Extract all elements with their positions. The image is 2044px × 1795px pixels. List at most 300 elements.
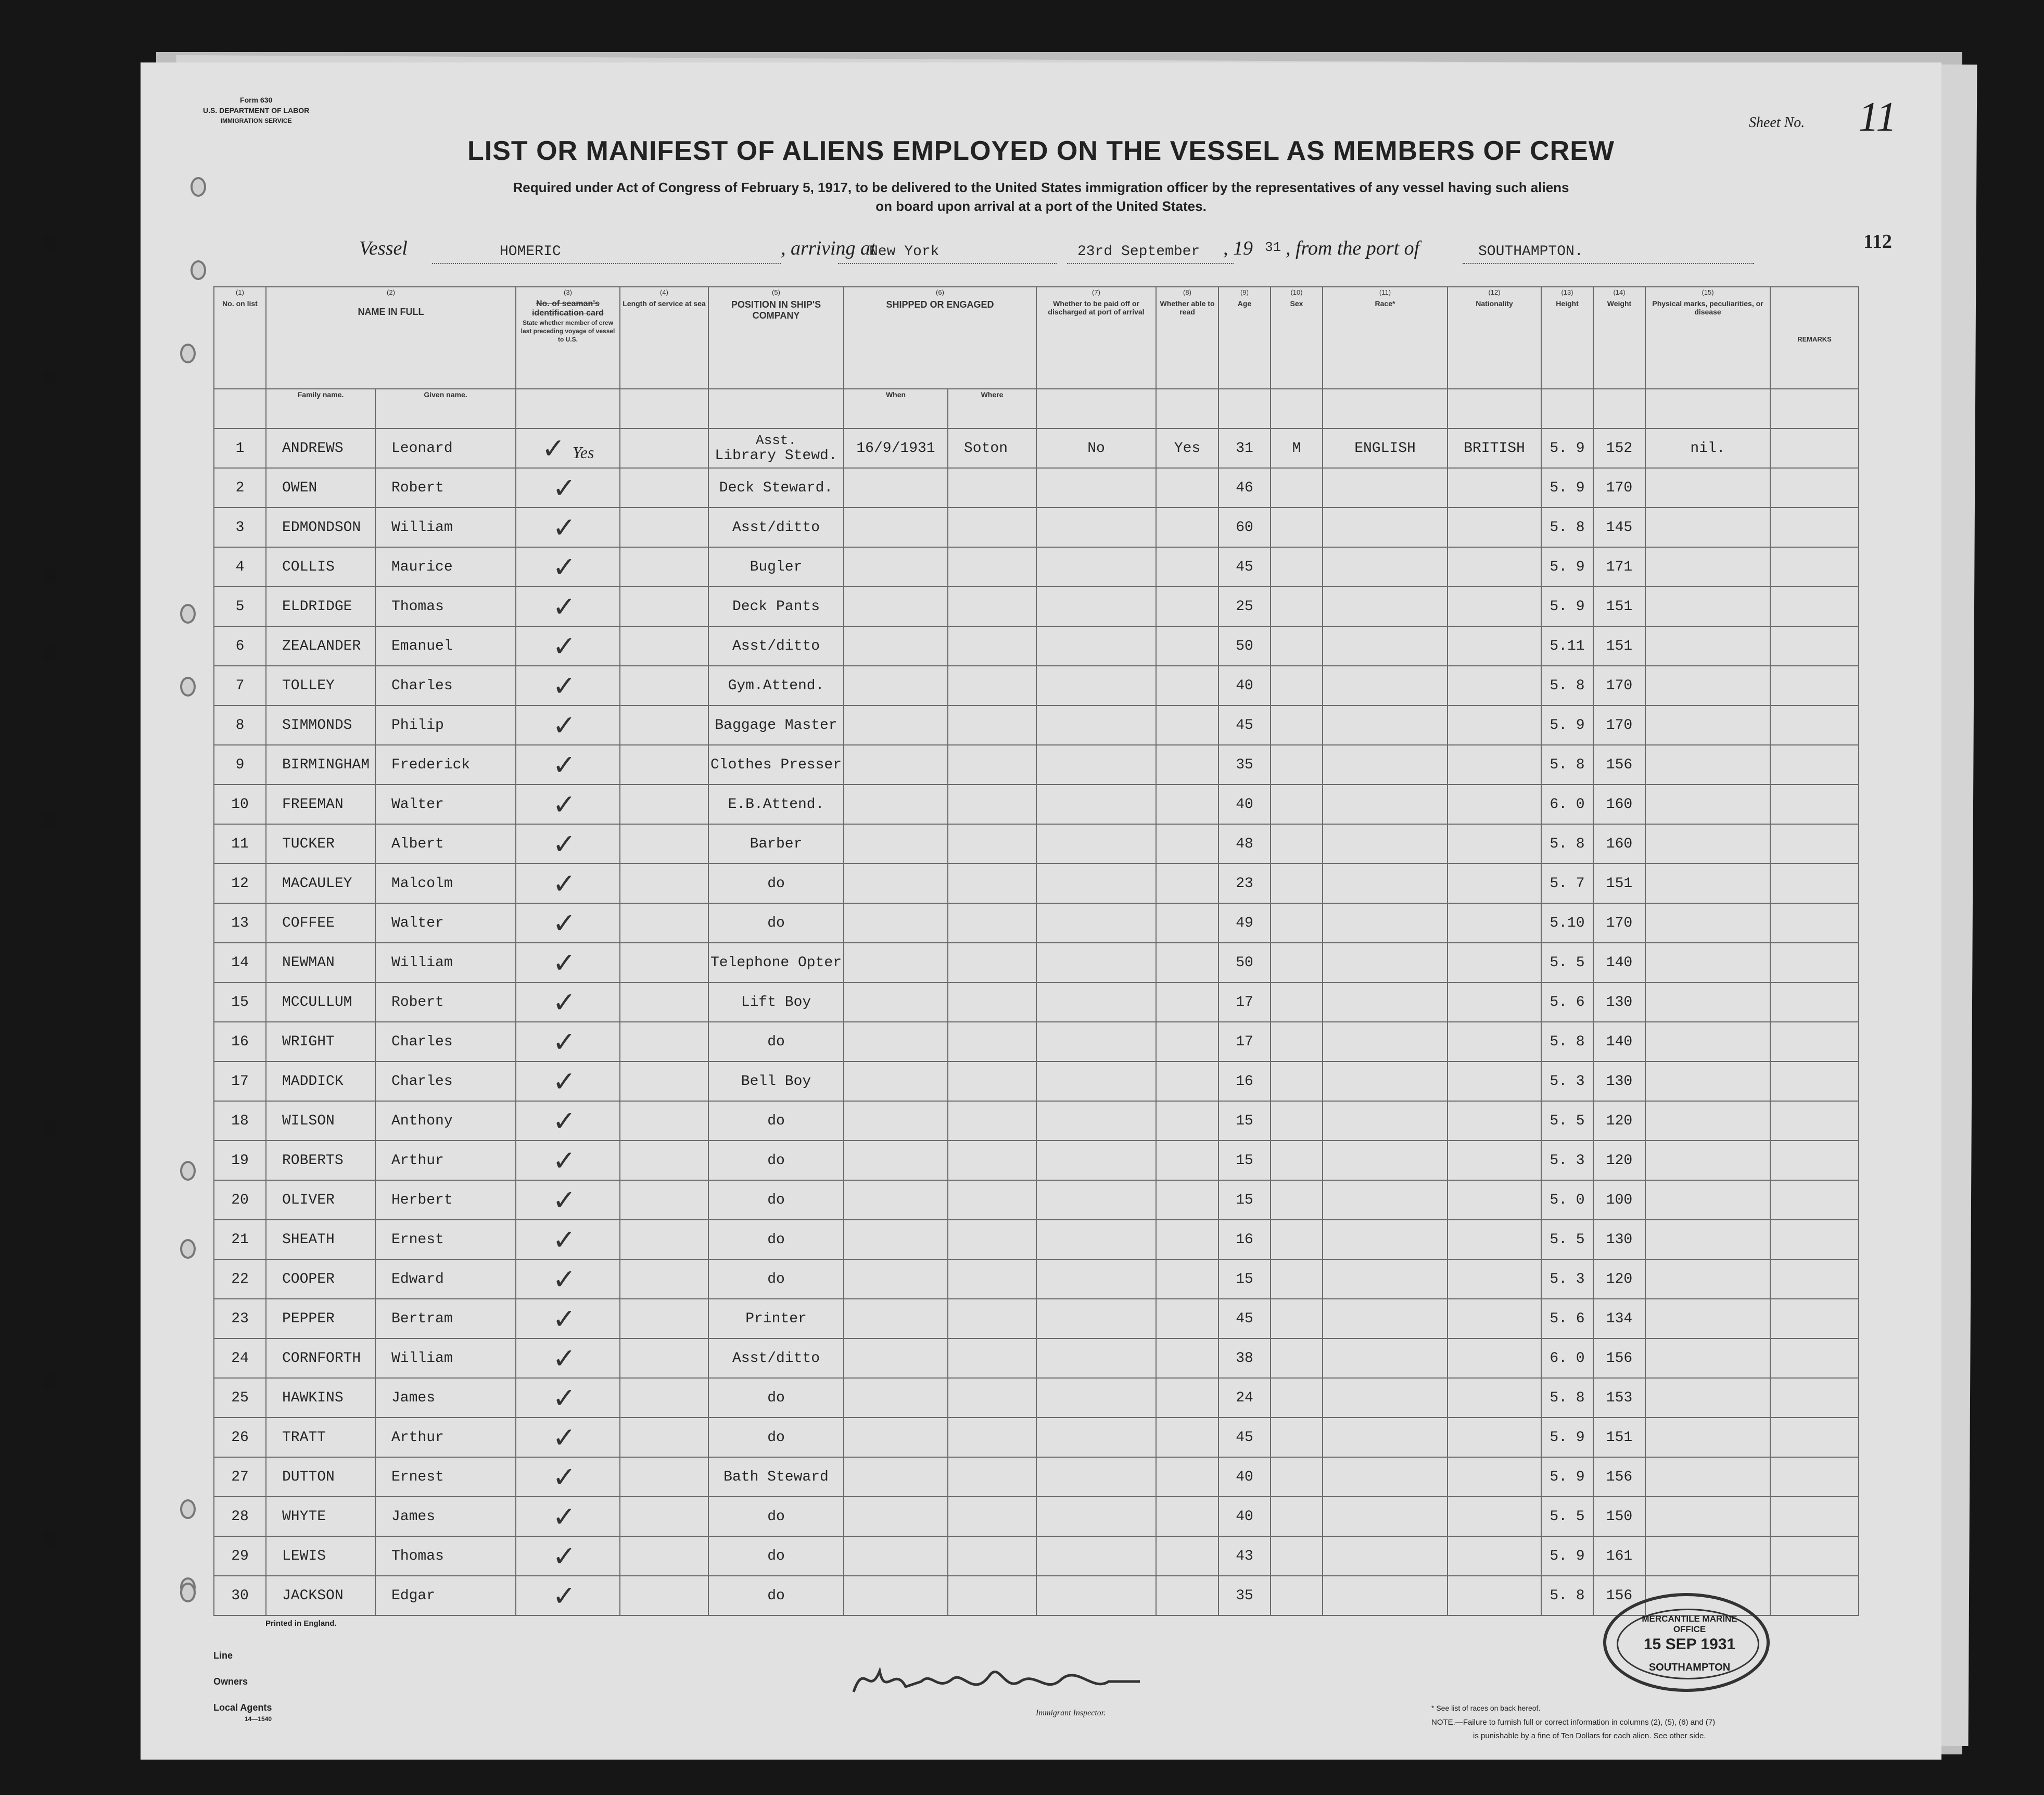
weight: 130	[1606, 1231, 1633, 1248]
sex-cell	[1271, 666, 1323, 705]
check-mark: ✓	[552, 1144, 576, 1177]
table-row	[214, 1101, 1859, 1141]
position: do	[767, 1113, 785, 1129]
printed-note: Printed in England.	[265, 1619, 337, 1628]
age: 15	[1236, 1271, 1253, 1287]
row-number-cell	[214, 1418, 266, 1457]
sex-cell	[1271, 587, 1323, 626]
nationality-cell	[1448, 1061, 1541, 1101]
family-name-cell	[266, 1418, 375, 1457]
form-number: Form 630	[240, 96, 273, 104]
shipped-when-cell	[844, 785, 948, 824]
race-cell	[1323, 1061, 1448, 1101]
age-cell	[1218, 547, 1271, 587]
given-name-header: Given name.	[375, 389, 516, 428]
service-length-cell	[620, 943, 708, 982]
service-length-cell	[620, 508, 708, 547]
shipped-when-cell	[844, 1259, 948, 1299]
sex-cell	[1271, 1061, 1323, 1101]
remarks-cell	[1770, 1022, 1859, 1061]
position: Clothes Presser	[710, 756, 842, 773]
service-length-cell	[620, 1180, 708, 1220]
service-length-cell	[620, 1378, 708, 1418]
shipped-where-cell	[948, 1497, 1036, 1536]
race-cell	[1323, 745, 1448, 785]
age-cell	[1218, 745, 1271, 785]
row-number-cell	[214, 626, 266, 666]
remarks-cell	[1770, 1259, 1859, 1299]
given-name-cell	[375, 1220, 516, 1259]
position: Gym.Attend.	[728, 677, 824, 694]
physical-marks-cell	[1645, 1338, 1770, 1378]
paid-off-cell	[1036, 824, 1156, 864]
row-number-cell	[214, 1141, 266, 1180]
weight: 150	[1606, 1508, 1633, 1525]
able-to-read-cell	[1156, 1457, 1218, 1497]
given-name: Edgar	[391, 1587, 436, 1604]
age: 23	[1236, 875, 1253, 892]
weight-cell	[1593, 468, 1645, 508]
family-name-cell	[266, 1497, 375, 1536]
age: 40	[1236, 1508, 1253, 1525]
remarks-cell	[1770, 1536, 1859, 1576]
list-number: 112	[1863, 231, 1892, 252]
family-name: BIRMINGHAM	[282, 756, 370, 773]
service-length-cell	[620, 1338, 708, 1378]
given-name: James	[391, 1389, 436, 1406]
table-row	[214, 587, 1859, 626]
row-number-cell	[214, 1299, 266, 1338]
family-name: WRIGHT	[282, 1033, 335, 1050]
given-name: Philip	[391, 717, 444, 734]
family-name-cell	[266, 1141, 375, 1180]
weight-cell	[1593, 1338, 1645, 1378]
shipped-where-cell	[948, 824, 1036, 864]
remarks-cell	[1770, 1418, 1859, 1457]
physical-marks-cell	[1645, 982, 1770, 1022]
paid-off-cell	[1036, 1220, 1156, 1259]
race-cell	[1323, 1180, 1448, 1220]
physical-marks-cell	[1645, 1180, 1770, 1220]
table-row	[214, 547, 1859, 587]
row-number-cell	[214, 745, 266, 785]
row-number: 30	[231, 1587, 249, 1604]
previous-voyage-cell	[516, 1220, 620, 1259]
height-cell	[1541, 1497, 1593, 1536]
family-name: PEPPER	[282, 1310, 335, 1327]
height-cell	[1541, 1101, 1593, 1141]
physical-marks-cell	[1645, 1378, 1770, 1418]
race-cell	[1323, 943, 1448, 982]
paid-off-cell	[1036, 1141, 1156, 1180]
age-cell	[1218, 1180, 1271, 1220]
nationality-cell	[1448, 666, 1541, 705]
check-mark: ✓	[552, 1500, 576, 1533]
age-cell	[1218, 1101, 1271, 1141]
physical-marks-cell	[1645, 1101, 1770, 1141]
height-cell	[1541, 982, 1593, 1022]
service-length-cell	[620, 1022, 708, 1061]
row-number-cell	[214, 1101, 266, 1141]
paid-off-cell	[1036, 1536, 1156, 1576]
family-name: NEWMAN	[282, 954, 335, 971]
shipped-where-cell	[948, 468, 1036, 508]
position: do	[767, 1033, 785, 1050]
family-name-cell	[266, 1536, 375, 1576]
shipped-when-cell	[844, 745, 948, 785]
shipped-where-header: Where	[948, 389, 1036, 428]
col-prev-voyage-header: (3) No. of seaman's identification card State whether member of crew last preceding voyage of vessel to U.S.	[516, 287, 620, 389]
table-row	[214, 982, 1859, 1022]
physical-marks-cell	[1645, 468, 1770, 508]
row-number-cell	[214, 1378, 266, 1418]
sex-cell	[1271, 824, 1323, 864]
table-row	[214, 785, 1859, 824]
previous-voyage-cell	[516, 903, 620, 943]
service-length-cell	[620, 428, 708, 468]
remarks-cell	[1770, 824, 1859, 864]
row-number-cell	[214, 903, 266, 943]
family-name-cell	[266, 1061, 375, 1101]
shipped-when-cell	[844, 1497, 948, 1536]
able-to-read-cell	[1156, 864, 1218, 903]
position-cell	[708, 1061, 844, 1101]
service-length-cell	[620, 745, 708, 785]
family-name-cell	[266, 547, 375, 587]
sex-cell	[1271, 943, 1323, 982]
shipped-where-cell	[948, 1180, 1036, 1220]
age-cell	[1218, 903, 1271, 943]
family-name-cell	[266, 943, 375, 982]
shipped-where-cell	[948, 1457, 1036, 1497]
race-cell	[1323, 1418, 1448, 1457]
age: 40	[1236, 1469, 1253, 1485]
previous-voyage-cell	[516, 587, 620, 626]
paid-off-cell	[1036, 1497, 1156, 1536]
position: do	[767, 1192, 785, 1208]
service-length-cell	[620, 982, 708, 1022]
weight: 156	[1606, 756, 1633, 773]
row-number: 2	[235, 479, 245, 496]
weight: 156	[1606, 1469, 1633, 1485]
family-name: ZEALANDER	[282, 638, 361, 654]
weight-cell	[1593, 626, 1645, 666]
able-to-read-cell	[1156, 587, 1218, 626]
row-number-cell	[214, 1061, 266, 1101]
previous-voyage-cell	[516, 1457, 620, 1497]
position: Printer	[745, 1310, 807, 1327]
race-cell	[1323, 864, 1448, 903]
able-to-read-cell	[1156, 468, 1218, 508]
weight: 170	[1606, 479, 1633, 496]
sex-cell	[1271, 1536, 1323, 1576]
height: 5. 9	[1550, 440, 1585, 457]
sex-cell	[1271, 785, 1323, 824]
height: 5. 5	[1550, 1508, 1585, 1525]
family-name-cell	[266, 785, 375, 824]
weight-cell	[1593, 1457, 1645, 1497]
from-port: SOUTHAMPTON.	[1478, 244, 1583, 260]
position-cell	[708, 547, 844, 587]
family-name: COOPER	[282, 1271, 335, 1287]
given-name-cell	[375, 508, 516, 547]
race-cell	[1323, 626, 1448, 666]
position-cell	[708, 745, 844, 785]
previous-voyage-cell	[516, 1338, 620, 1378]
sex-cell	[1271, 705, 1323, 745]
binder-hole	[42, 567, 57, 583]
height: 5.11	[1550, 638, 1585, 654]
row-number: 19	[231, 1152, 249, 1169]
binder-hole	[42, 234, 57, 250]
able-to-read-cell	[1156, 785, 1218, 824]
physical-marks-cell	[1645, 1061, 1770, 1101]
race-cell	[1323, 1022, 1448, 1061]
shipped-when-cell	[844, 1022, 948, 1061]
table-row	[214, 1180, 1859, 1220]
family-name-header: Family name.	[266, 389, 375, 428]
given-name-cell	[375, 468, 516, 508]
remarks-cell	[1770, 508, 1859, 547]
physical-marks-cell	[1645, 626, 1770, 666]
col-sex-header: (10) Sex	[1271, 287, 1323, 389]
family-name: COFFEE	[282, 915, 335, 931]
table-row	[214, 824, 1859, 864]
position-cell	[708, 508, 844, 547]
given-name: Walter	[391, 915, 444, 931]
given-name-cell	[375, 1418, 516, 1457]
subtitle-line2: on board upon arrival at a port of the United States.	[875, 198, 1207, 214]
age-cell	[1218, 468, 1271, 508]
shipped-when-cell	[844, 1299, 948, 1338]
shipped-when-cell	[844, 1180, 948, 1220]
nationality-cell	[1448, 1338, 1541, 1378]
able-to-read-cell	[1156, 1497, 1218, 1536]
family-name: TUCKER	[282, 836, 335, 852]
row-number: 10	[231, 796, 249, 813]
paid-off-cell	[1036, 745, 1156, 785]
physical-marks-cell	[1645, 1536, 1770, 1576]
physical-marks-cell	[1645, 903, 1770, 943]
punch-ring	[191, 177, 206, 197]
vessel-label: Vessel	[359, 237, 408, 259]
race-cell	[1323, 468, 1448, 508]
row-number: 15	[231, 994, 249, 1010]
shipped-where-cell	[948, 903, 1036, 943]
able-to-read-cell	[1156, 1536, 1218, 1576]
age-cell	[1218, 1338, 1271, 1378]
height: 5. 8	[1550, 1033, 1585, 1050]
given-name-cell	[375, 428, 516, 468]
paid-off-cell	[1036, 587, 1156, 626]
position: Barber	[750, 836, 803, 852]
table-row	[214, 1378, 1859, 1418]
given-name: Anthony	[391, 1113, 453, 1129]
binder-hole	[42, 646, 57, 661]
col-remarks-header: REMARKS	[1770, 287, 1859, 389]
inspector-signature	[848, 1650, 1150, 1713]
previous-voyage-cell	[516, 1418, 620, 1457]
row-number-cell	[214, 1497, 266, 1536]
family-name: LEWIS	[282, 1548, 326, 1564]
nationality-cell	[1448, 1022, 1541, 1061]
sex-cell	[1271, 745, 1323, 785]
given-name-cell	[375, 824, 516, 864]
given-name: Ernest	[391, 1469, 444, 1485]
service-length-cell	[620, 547, 708, 587]
weight: 120	[1606, 1152, 1633, 1169]
family-name-cell	[266, 1457, 375, 1497]
race-cell	[1323, 824, 1448, 864]
shipped-when-cell	[844, 1338, 948, 1378]
weight-cell	[1593, 943, 1645, 982]
able-to-read-cell	[1156, 1022, 1218, 1061]
position-cell	[708, 1338, 844, 1378]
remarks-cell	[1770, 468, 1859, 508]
paid-off-cell	[1036, 943, 1156, 982]
age-cell	[1218, 705, 1271, 745]
age-cell	[1218, 943, 1271, 982]
races-note: * See list of races on back hereof.	[1431, 1704, 1541, 1712]
check-mark: ✓	[552, 550, 576, 584]
shipped-when-cell	[844, 1061, 948, 1101]
able-to-read-cell	[1156, 745, 1218, 785]
height-cell	[1541, 1061, 1593, 1101]
given-name: Albert	[391, 836, 444, 852]
given-name-cell	[375, 1061, 516, 1101]
given-name: Robert	[391, 479, 444, 496]
height: 5.10	[1550, 915, 1585, 931]
family-name-cell	[266, 1299, 375, 1338]
position-cell	[708, 468, 844, 508]
col-name-header: (2) NAME IN FULL	[266, 287, 516, 389]
shipped-where-cell	[948, 1536, 1036, 1576]
table-row	[214, 468, 1859, 508]
previous-voyage-cell	[516, 745, 620, 785]
check-mark: ✓	[552, 709, 576, 742]
height: 5. 6	[1550, 994, 1585, 1010]
weight: 151	[1606, 638, 1633, 654]
nationality: BRITISH	[1464, 440, 1525, 457]
sex-cell	[1271, 1180, 1323, 1220]
given-name-cell	[375, 626, 516, 666]
remarks-cell	[1770, 1061, 1859, 1101]
weight-cell	[1593, 587, 1645, 626]
height: 5. 8	[1550, 836, 1585, 852]
race-cell	[1323, 705, 1448, 745]
family-name-cell	[266, 1378, 375, 1418]
position: do	[767, 875, 785, 892]
table-row	[214, 745, 1859, 785]
row-number-cell	[214, 666, 266, 705]
position: do	[767, 915, 785, 931]
family-name-cell	[266, 1259, 375, 1299]
col-no-header: (1) No. on list	[214, 287, 266, 389]
nationality-cell	[1448, 1259, 1541, 1299]
height: 6. 0	[1550, 1350, 1585, 1367]
check-mark: ✓	[552, 471, 576, 504]
age: 24	[1236, 1389, 1253, 1406]
row-number: 22	[231, 1271, 249, 1287]
given-name: Leonard	[391, 440, 453, 457]
height-cell	[1541, 864, 1593, 903]
check-mark: ✓	[552, 1579, 576, 1612]
given-name: William	[391, 1350, 453, 1367]
row-number: 24	[231, 1350, 249, 1367]
arriving-label: , arriving at	[781, 237, 876, 259]
age-cell	[1218, 428, 1271, 468]
age-cell	[1218, 1220, 1271, 1259]
page-title: LIST OR MANIFEST OF ALIENS EMPLOYED ON THE VESSEL AS MEMBERS OF CREW	[467, 136, 1615, 166]
row-number: 29	[231, 1548, 249, 1564]
race-cell	[1323, 1259, 1448, 1299]
inspector-label: Immigrant Inspector.	[1036, 1709, 1106, 1717]
table-row	[214, 1418, 1859, 1457]
height-cell	[1541, 587, 1593, 626]
punch-ring	[180, 677, 196, 697]
given-name: Charles	[391, 1073, 453, 1090]
table-row	[214, 1259, 1859, 1299]
check-mark: ✓	[541, 432, 565, 465]
position-cell	[708, 1220, 844, 1259]
age-cell	[1218, 824, 1271, 864]
height-cell	[1541, 1338, 1593, 1378]
service-length-cell	[620, 1576, 708, 1615]
service-length-cell	[620, 785, 708, 824]
nationality-cell	[1448, 428, 1541, 468]
weight: 156	[1606, 1587, 1633, 1604]
service-length-cell	[620, 1061, 708, 1101]
age-cell	[1218, 508, 1271, 547]
agents-label: Local Agents	[213, 1702, 272, 1713]
height-cell	[1541, 1576, 1593, 1615]
shipped-when-cell	[844, 824, 948, 864]
height-cell	[1541, 1299, 1593, 1338]
nationality-cell	[1448, 785, 1541, 824]
row-number-cell	[214, 468, 266, 508]
given-name: Charles	[391, 677, 453, 694]
weight: 130	[1606, 1073, 1633, 1090]
family-name-cell	[266, 982, 375, 1022]
sex-cell	[1271, 468, 1323, 508]
row-number: 13	[231, 915, 249, 931]
shipped-when-cell	[844, 1536, 948, 1576]
check-mark: ✓	[552, 1302, 576, 1335]
position-cell	[708, 1180, 844, 1220]
service-length-cell	[620, 864, 708, 903]
nationality-cell	[1448, 1536, 1541, 1576]
given-name-cell	[375, 1338, 516, 1378]
remarks-cell	[1770, 943, 1859, 982]
age: 25	[1236, 598, 1253, 615]
position: Baggage Master	[715, 717, 837, 734]
age: 48	[1236, 836, 1253, 852]
age: 45	[1236, 559, 1253, 575]
previous-voyage-cell	[516, 785, 620, 824]
shipped-where-cell	[948, 1220, 1036, 1259]
able-to-read-cell	[1156, 1180, 1218, 1220]
weight: 100	[1606, 1192, 1633, 1208]
position-cell	[708, 1259, 844, 1299]
remarks-cell	[1770, 1378, 1859, 1418]
physical-marks-cell	[1645, 587, 1770, 626]
able-to-read-cell	[1156, 547, 1218, 587]
service-length-cell	[620, 1536, 708, 1576]
position: Library Stewd.	[715, 447, 837, 464]
nationality-cell	[1448, 864, 1541, 903]
physical-marks-cell	[1645, 1299, 1770, 1338]
sex-cell	[1271, 428, 1323, 468]
